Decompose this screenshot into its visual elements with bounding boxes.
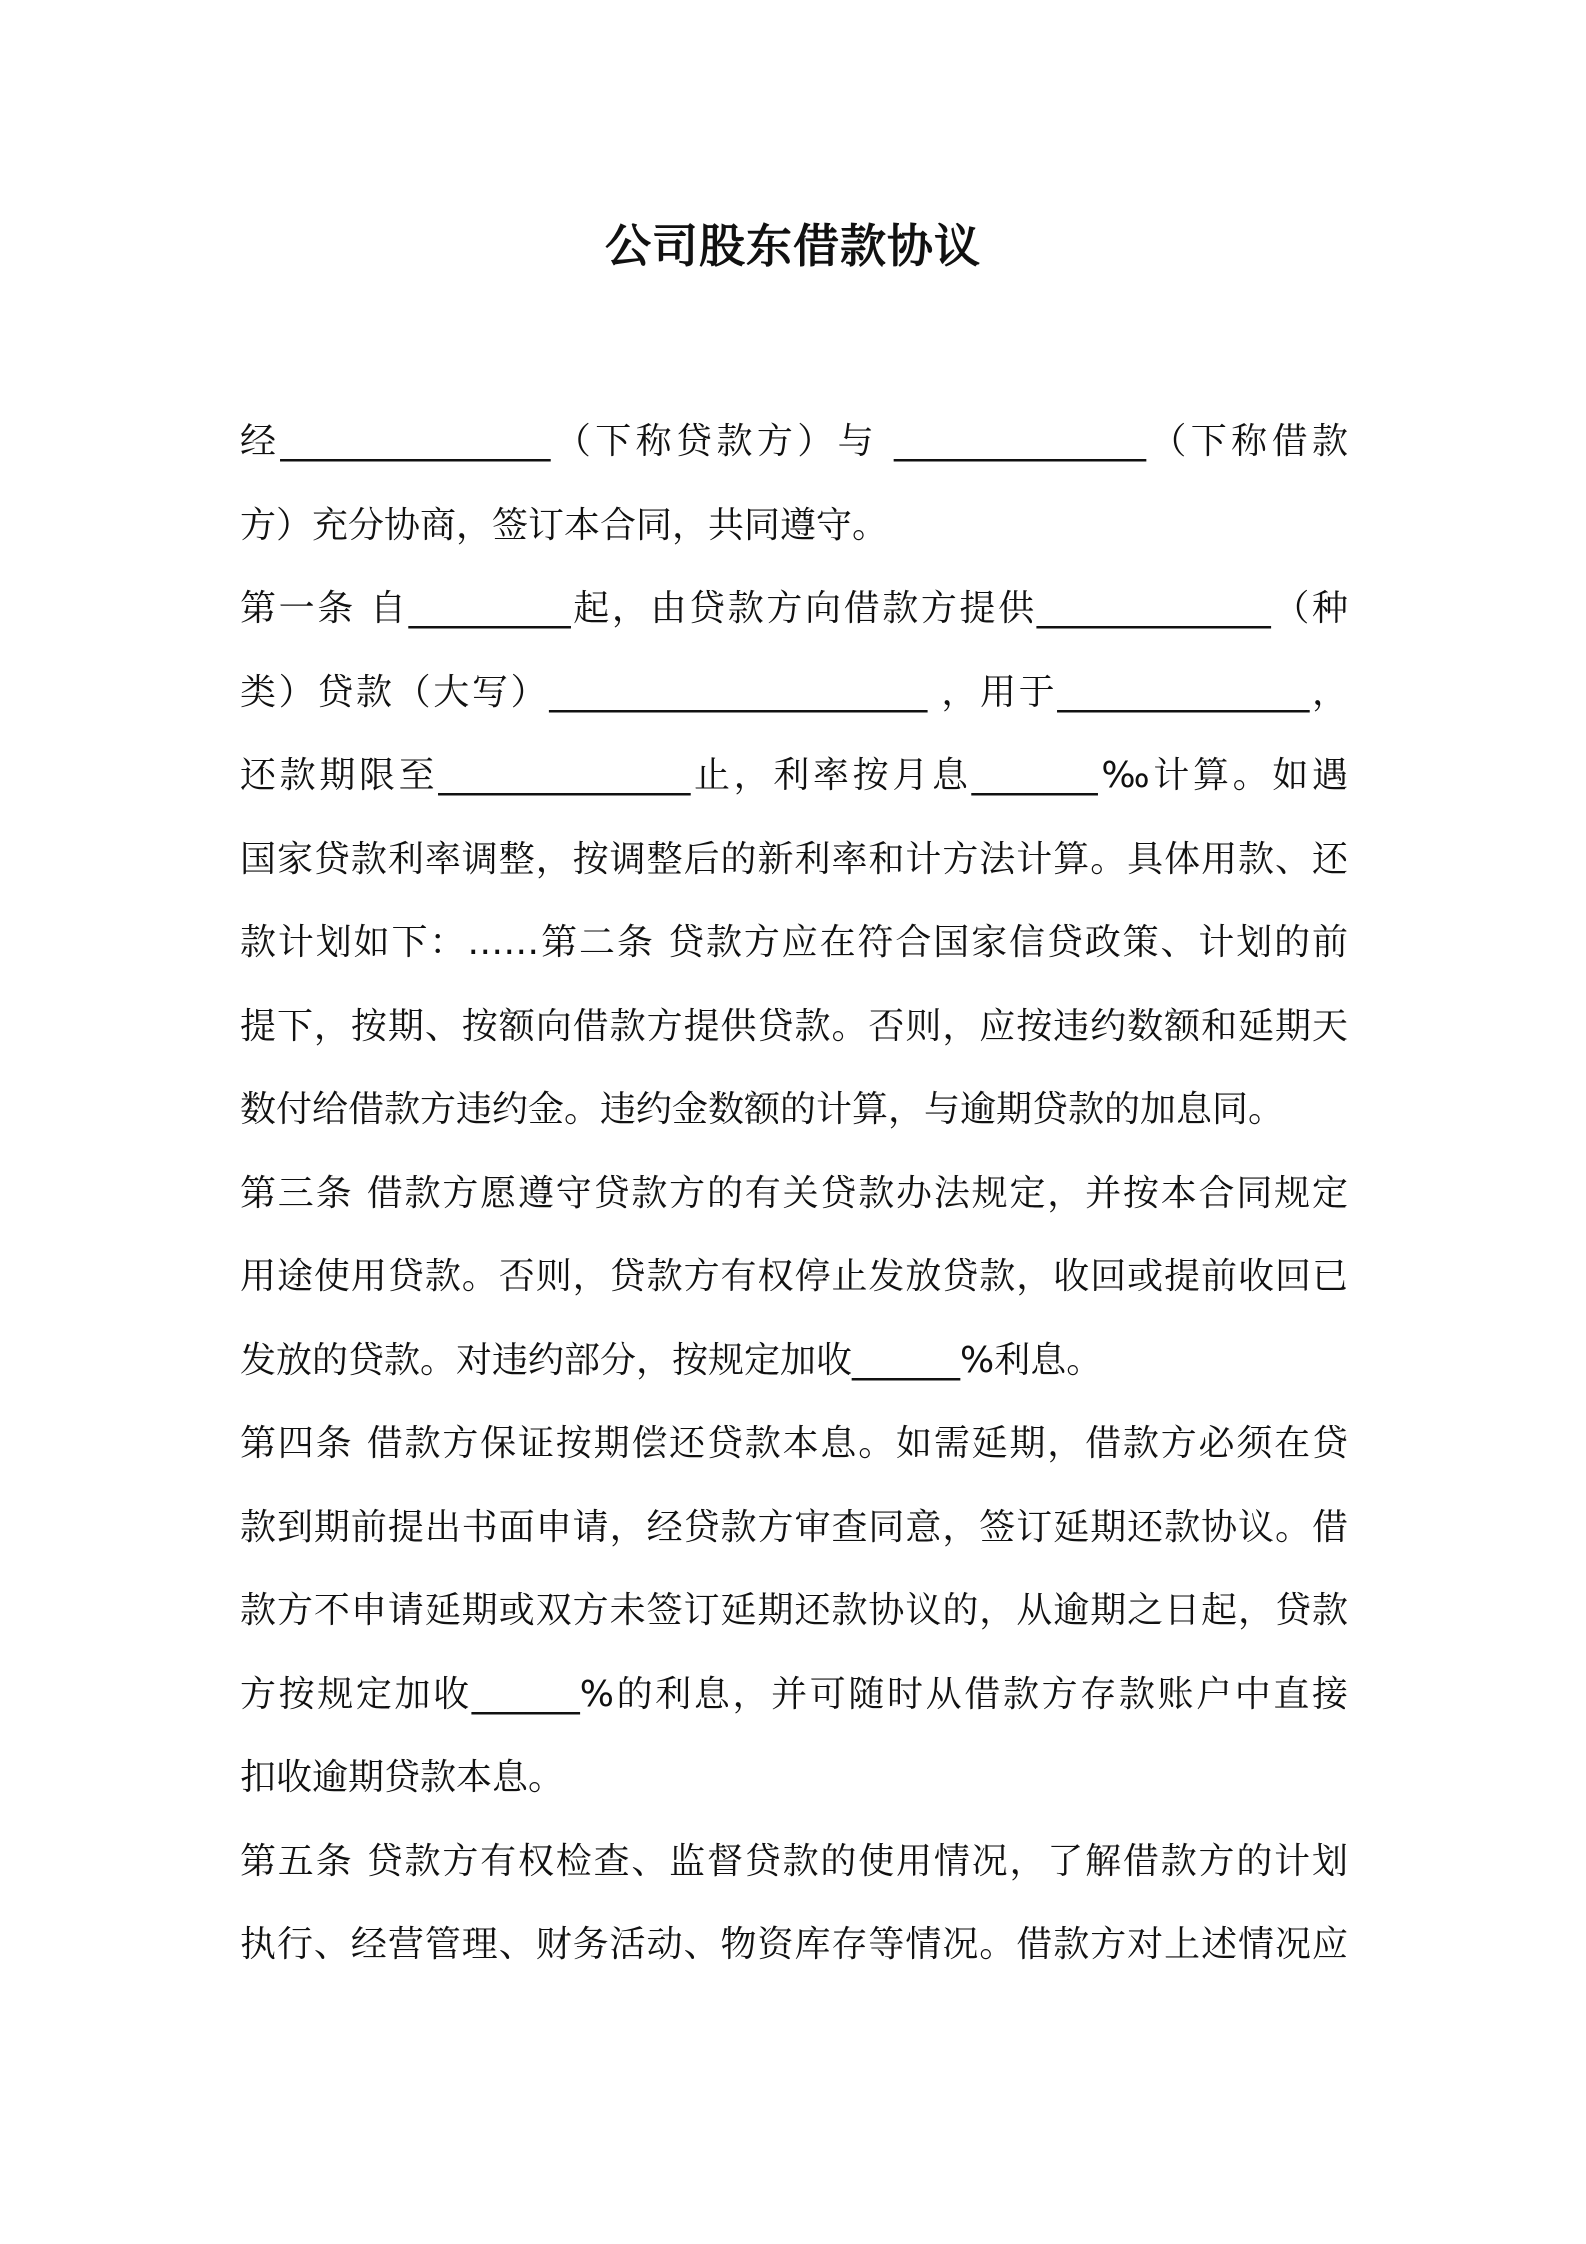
body-line: 还款期限至______________止，利率按月息_______‰计算。如遇	[240, 755, 1348, 796]
body-line: 第四条 借款方保证按期偿还贷款本息。如需延期，借款方必须在贷	[240, 1423, 1348, 1464]
body-line: 方按规定加收______%的利息，并可随时从借款方存款账户中直接	[240, 1673, 1348, 1715]
body-line: 数付给借款方违约金。违约金数额的计算，与逾期贷款的加息同。	[240, 1089, 1285, 1130]
body-line: 类）贷款（大写）_____________________ ，用于______________，	[240, 671, 1348, 713]
body-line: 第一条 自_________起，由贷款方向借款方提供_____________（种	[240, 588, 1348, 629]
body-line: 发放的贷款。对违约部分，按规定加收______%利息。	[240, 1339, 1103, 1381]
document-title: 公司股东借款协议	[605, 219, 981, 273]
body-line: 执行、经营管理、财务活动、物资库存等情况。借款方对上述情况应	[240, 1924, 1348, 1965]
body-line: 提下，按期、按额向借款方提供贷款。否则，应按违约数额和延期天	[240, 1005, 1348, 1047]
body-line: 用途使用贷款。否则，贷款方有权停止发放贷款，收回或提前收回已	[240, 1256, 1348, 1297]
body-line: 款方不申请延期或双方未签订延期还款协议的，从逾期之日起，贷款	[240, 1590, 1348, 1631]
body-line: 第三条 借款方愿遵守贷款方的有关贷款办法规定，并按本合同规定	[240, 1172, 1348, 1214]
body-line: 款计划如下：……第二条 贷款方应在符合国家信贷政策、计划的前	[240, 922, 1348, 963]
body-line: 方）充分协商，签订本合同，共同遵守。	[240, 504, 889, 546]
body-line: 国家贷款利率调整，按调整后的新利率和计方法计算。具体用款、还	[240, 838, 1348, 880]
body-line: 第五条 贷款方有权检查、监督贷款的使用情况，了解借款方的计划	[240, 1840, 1348, 1882]
body-line: 款到期前提出书面申请，经贷款方审查同意，签订延期还款协议。借	[240, 1506, 1348, 1548]
body-line: 扣收逾期贷款本息。	[240, 1757, 565, 1798]
document-body	[240, 400, 1348, 1987]
body-line: 经_______________（下称贷款方）与 ______________（下称借款	[240, 421, 1348, 462]
